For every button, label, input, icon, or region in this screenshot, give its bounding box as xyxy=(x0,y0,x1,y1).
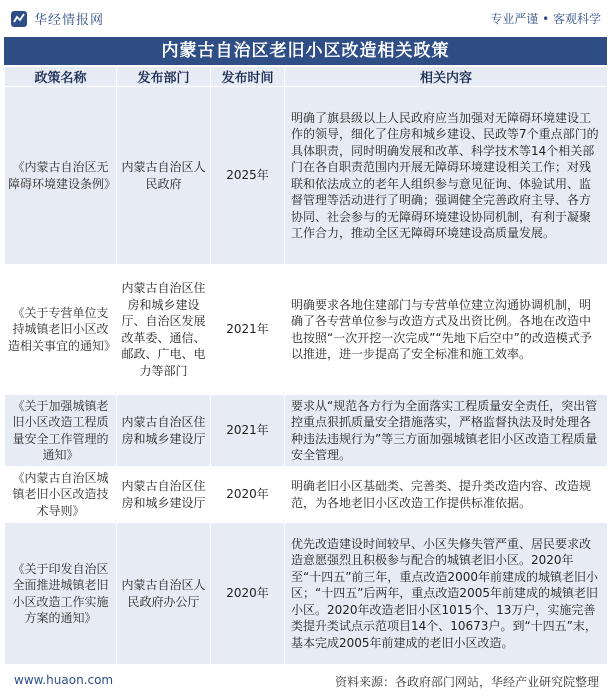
table-header-row xyxy=(5,67,608,87)
content-cell: 明确要求各地住建部门与专营单位建立沟通协调机制，明确了各专营单位参与改造方式及出资比例。各地在改造中也按照“一次开挖一次完成”“先地下后空中”的改造模式予以推进，进一步提高了安全标准和施工效率。 xyxy=(285,265,608,395)
column-header-policy-name: 政策名称 xyxy=(5,67,117,87)
policy-name-cell: 《关于专营单位支持城镇老旧小区改造相关事宜的通知》 xyxy=(5,265,117,395)
table-row xyxy=(5,523,608,665)
publish-time-cell: 2021年 xyxy=(211,395,285,467)
column-header-publish-time: 发布时间 xyxy=(211,67,285,87)
content-cell: 明确老旧小区基础类、完善类、提升类改造内容、改造规范，为各地老旧小区改造工作提供标准依据。 xyxy=(285,467,608,523)
policy-name-cell: 《内蒙古自治区无障碍环境建设条例》 xyxy=(5,87,117,265)
department-cell: 内蒙古自治区住房和城乡建设厅、自治区发展改革委、通信、邮政、广电、电力等部门 xyxy=(117,265,211,395)
brand-name: 华经情报网 xyxy=(34,13,105,28)
page-title: 内蒙古自治区老旧小区改造相关政策 xyxy=(4,37,607,65)
content-cell: 要求从“规范各方行为全面落实工程质量安全责任，突出管控重点狠抓质量安全措施落实，严格监督执法及时处理各种违法违规行为”等三方面加强城镇老旧小区改造工程质量安全管理。 xyxy=(285,395,608,467)
brand xyxy=(10,9,104,28)
policy-table xyxy=(4,66,608,665)
slogan: 专业严谨 • 客观科学 xyxy=(490,12,601,26)
footer-source: 资料来源：各政府部门网站，华经产业研究院整理 xyxy=(334,675,599,689)
footer xyxy=(0,667,611,697)
department-cell: 内蒙古自治区人民政府办公厅 xyxy=(117,523,211,665)
table-row xyxy=(5,467,608,523)
table-row xyxy=(5,395,608,467)
footer-url: www.huaon.com xyxy=(14,673,114,687)
policy-name-cell: 《关于加强城镇老旧小区改造工程质量安全工作管理的通知》 xyxy=(5,395,117,467)
publish-time-cell: 2020年 xyxy=(211,467,285,523)
table-row xyxy=(5,265,608,395)
department-cell: 内蒙古自治区人民政府 xyxy=(117,87,211,265)
policy-name-cell: 《内蒙古自治区城镇老旧小区改造技术导则》 xyxy=(5,467,117,523)
column-header-department: 发布部门 xyxy=(117,67,211,87)
department-cell: 内蒙古自治区住房和城乡建设厅 xyxy=(117,395,211,467)
top-bar xyxy=(0,0,611,36)
publish-time-cell: 2020年 xyxy=(211,523,285,665)
policy-name-cell: 《关于印发自治区全面推进城镇老旧小区改造工作实施方案的通知》 xyxy=(5,523,117,665)
department-cell: 内蒙古自治区住房和城乡建设厅 xyxy=(117,467,211,523)
publish-time-cell: 2025年 xyxy=(211,87,285,265)
publish-time-cell: 2021年 xyxy=(211,265,285,395)
column-header-content: 相关内容 xyxy=(285,67,608,87)
content-cell: 优先改造建设时间较早、小区失修失管严重、居民要求改造意愿强烈且积极参与配合的城镇老旧小区。2020年至“十四五”前三年，重点改造2000年前建成的城镇老旧小区；“十四五”后两年，重点改造2005年前建成的城镇老旧小区。2020年改造老旧小区1015个、13万户，实施完善类提升类试点示范项目14个、10673户。到“十四五”末，基本完成2005年前建成的老旧小区改造。 xyxy=(285,523,608,665)
logo-icon xyxy=(10,10,28,28)
content-cell: 明确了旗县级以上人民政府应当加强对无障碍环境建设工作的领导，细化了住房和城乡建设、民政等7个重点部门的具体职责，同时明确发展和改革、科学技术等14个相关部门在各自职责范围内开展无障碍环境建设相关工作；对残联和依法成立的老年人组织参与意见征询、体验试用、监督管理等活动进行了明确；强调健全完善政府主导、各方协同、社会参与的无障碍环境建设协同机制，有利于凝聚工作合力，推动全区无障碍环境建设高质量发展。 xyxy=(285,87,608,265)
table-row xyxy=(5,87,608,265)
